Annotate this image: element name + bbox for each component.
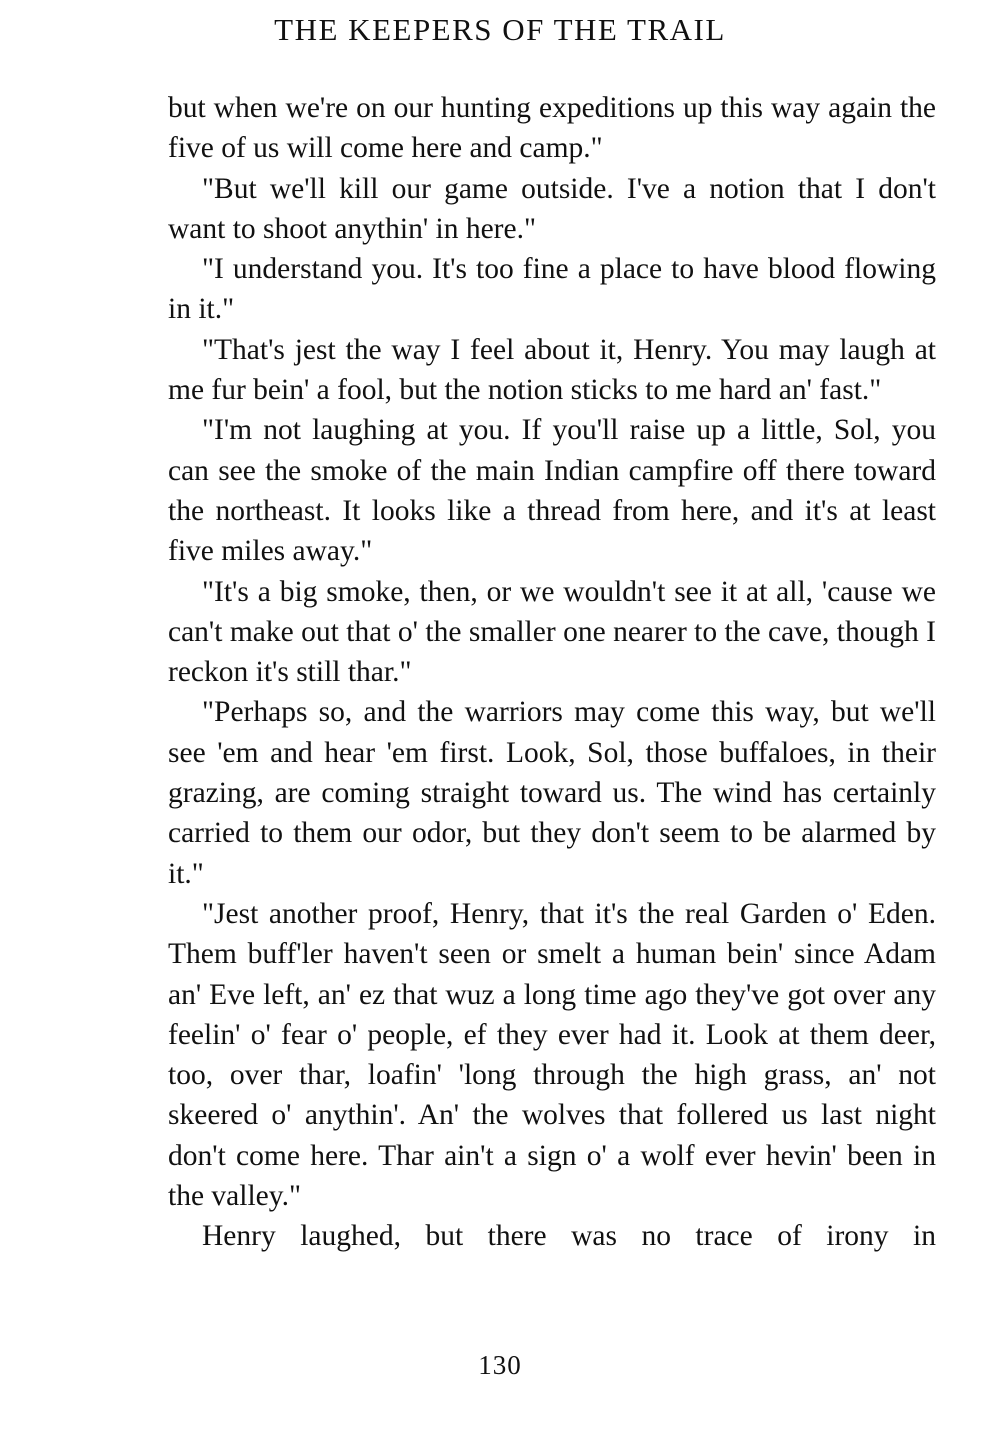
paragraph: "Jest another proof, Henry, that it's the real Garden o' Eden. Them buff'ler haven't seen or smelt a human bein' since Adam an' Eve left, an' ez that wuz a long time ago they've got over any feelin' o' fear o' people, ef they ever had it. Look at them deer, too, over thar, loafin' 'long through the high grass, an' not skeered o' anythin'. An' the wolves that follered us last night don't come here. Thar ain't a sign o' a wolf ever hevin' been in the valley." <box>168 897 936 1213</box>
running-title: THE KEEPERS OF THE TRAIL <box>274 12 726 47</box>
paragraph: "Perhaps so, and the warriors may come this way, but we'll see 'em and hear 'em first. Look, Sol, those buffaloes, in their grazing, are coming straight toward us. The wind has certainly carried to them our odor, but they don't seem to be alarmed by it." <box>168 696 936 890</box>
paragraph: "That's jest the way I feel about it, Henry. You may laugh at me fur bein' a fool, but the notion sticks to me hard an' fast." <box>168 333 936 407</box>
paragraph: "It's a big smoke, then, or we wouldn't see it at all, 'cause we can't make out that o' the smaller one nearer to the cave, though I reckon it's still thar." <box>168 575 936 689</box>
body-text <box>168 88 936 1257</box>
paragraph: "I'm not laughing at you. If you'll raise up a little, Sol, you can see the smoke of the main Indian campfire off there toward the northeast. It looks like a thread from here, and it's at least five miles away." <box>168 414 936 568</box>
paragraph: "But we'll kill our game outside. I've a notion that I don't want to shoot anythin' in here." <box>168 172 936 245</box>
paragraph-continued: but when we're on our hunting expeditions up this way again the five of us will come here and camp." <box>168 92 936 165</box>
paragraph: "I understand you. It's too fine a place to have blood flowing in it." <box>168 253 936 326</box>
page-number: 130 <box>478 1350 522 1380</box>
paragraph-continues: Henry laughed, but there was no trace of irony in <box>202 1220 936 1253</box>
